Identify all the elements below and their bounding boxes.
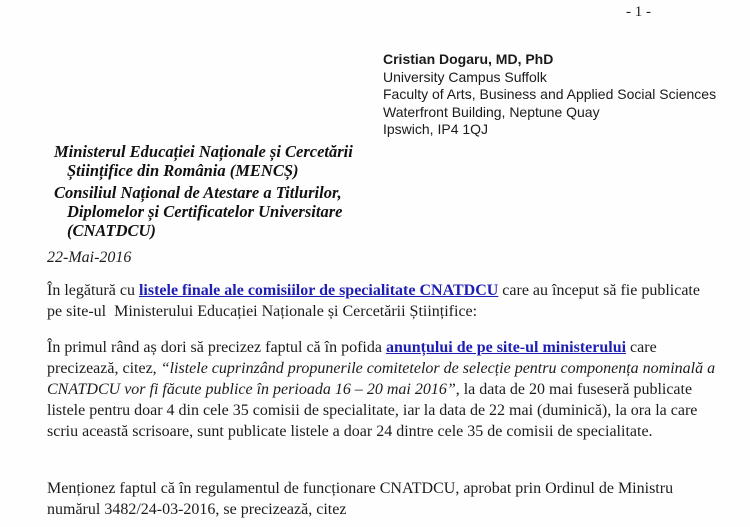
- main-text-after: , la data de 20 mai fuseseră publicate listele pentru doar 4 din cele 35 comisii de specialitate, iar la data de 22 mai (duminică), la ora la care scriu această scrisoare, sunt publicate listele a doar 24 dintre cele 35 de comisii de specialitate.: [47, 381, 702, 440]
- letter-date: 22-Mai-2016: [47, 249, 132, 266]
- sender-block: [383, 51, 716, 139]
- intro-paragraph: [47, 280, 717, 322]
- sender-name: Cristian Dogaru, MD, PhD: [383, 51, 554, 67]
- recipient-ministry: [54, 142, 353, 180]
- recipient-council-line: Diplomelor și Certificatelor Universitare: [67, 202, 343, 221]
- main-paragraph: [47, 337, 720, 442]
- link-final-committee-lists[interactable]: listele finale ale comisiilor de specialitate CNATDCU: [138, 282, 499, 299]
- sender-faculty: Faculty of Arts, Business and Applied Social Sciences: [383, 86, 717, 102]
- intro-text-before: În legătură cu: [47, 282, 139, 299]
- sender-address: Waterfront Building, Neptune Quay: [383, 103, 600, 120]
- closing-text: Menționez faptul că în regulamentul de funcționare CNATDCU, aprobat prin Ordinul de Ministru numărul 3482/24-03-2016, se precizează, citez: [47, 480, 678, 518]
- page-number: - 1 -: [626, 4, 651, 20]
- main-text-mid: care precizează, citez,: [47, 339, 661, 377]
- recipient-council-line: (CNATDCU): [67, 221, 156, 240]
- quoted-announcement-text: “listele cuprinzând propunerile comitetelor de selecție pentru componența nominală a CNATDCU vor fi făcute publice în perioada 16 – 20 mai 2016”: [47, 360, 720, 398]
- recipient-council: [54, 183, 353, 240]
- link-ministry-announcement[interactable]: anunțului de pe site-ul ministerului: [385, 339, 627, 356]
- recipient-ministry-line: Științifice din România (MENCȘ): [67, 161, 299, 180]
- intro-text-after: care au început să fie publicate pe site-ul Ministerului Educației Naționale și Cercetării Științifice:: [47, 282, 704, 320]
- closing-paragraph: [47, 478, 717, 520]
- recipient-block: [54, 142, 353, 240]
- recipient-council-line: Consiliul Național de Atestare a Titlurilor,: [54, 183, 342, 202]
- main-text-before: În primul rând aș dori să precizez faptul că în pofida: [47, 339, 386, 356]
- recipient-ministry-line: Ministerul Educației Naționale și Cercetării: [54, 142, 353, 161]
- sender-city: Ipswich, IP4 1QJ: [383, 121, 489, 137]
- sender-institution: University Campus Suffolk: [383, 68, 547, 85]
